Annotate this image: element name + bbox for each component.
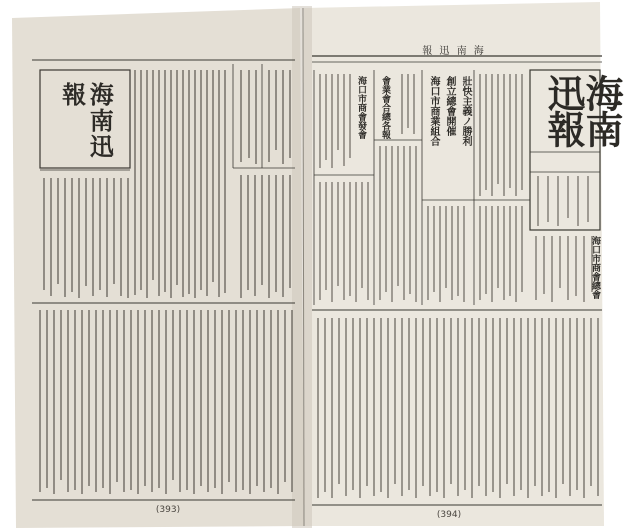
- left-page: [0, 0, 300, 531]
- headline-2: 會業會合總各報: [380, 76, 390, 139]
- left-masthead-title: 海南迅報: [57, 82, 115, 160]
- headline-3: 海口市商業組合: [428, 76, 439, 146]
- right-masthead-title: 海南迅報: [541, 74, 624, 146]
- right-page: [304, 0, 624, 531]
- right-header-center: 報 迅 南 海: [422, 46, 486, 57]
- headline-5: 壯快主義ノ勝利: [460, 76, 471, 146]
- headline-6: 海口市商會總會: [590, 236, 600, 299]
- headline-4: 創立總會開催: [444, 76, 455, 136]
- left-page-frames: [0, 0, 300, 531]
- headline-1: 海口市商會發會: [356, 76, 366, 139]
- right-page-number: (394): [436, 510, 462, 520]
- left-page-number: (393): [155, 505, 181, 515]
